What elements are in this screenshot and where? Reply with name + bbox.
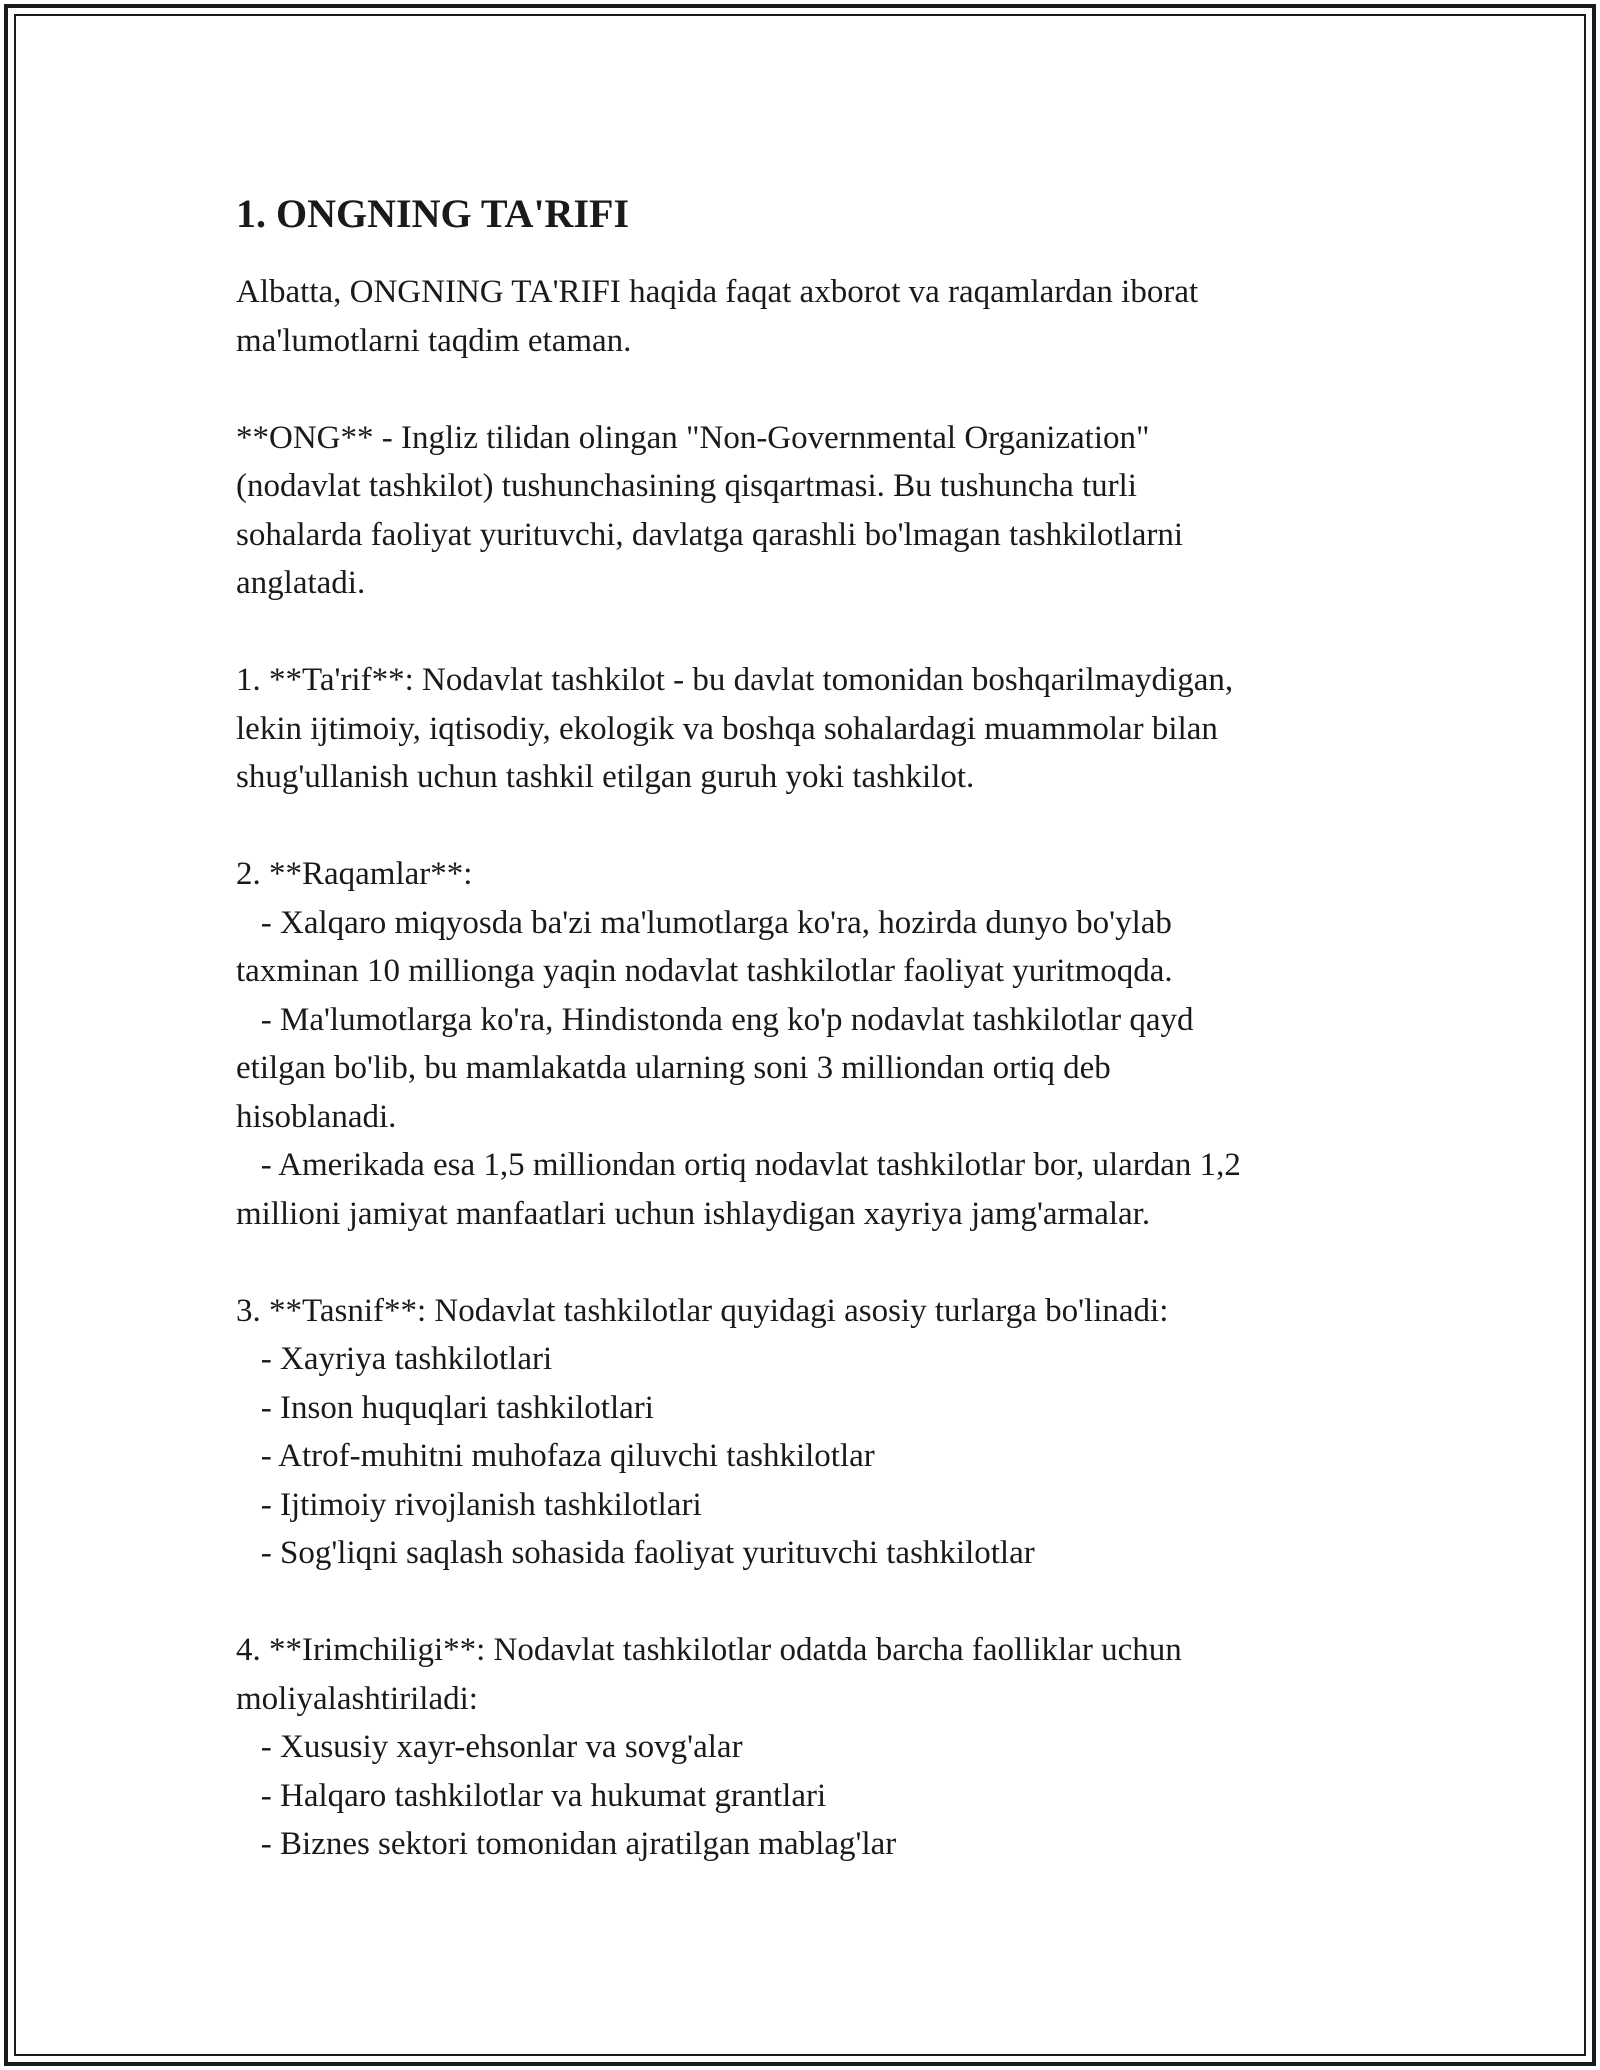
page-title: 1. ONGNING TA'RIFI [236, 191, 630, 236]
document-content [236, 190, 1366, 1869]
document-body: Albatta, ONGNING TA'RIFI haqida faqat axborot va raqamlardan iborat ma'lumotlarni taqdim etaman. **ONG** - Ingliz tilidan olingan "Non-Governmental Organization" (nodavlat tashkilot) tushunchasining qisqartmasi. Bu tushuncha turli sohalarda faoliyat yurituvchi, davlatga qarashli bo'lmagan tashkilotlarni anglatadi. 1. **Ta'rif**: Nodavlat tashkilot - bu davlat tomonidan boshqarilmaydigan, lekin ijtimoiy, iqtisodiy, ekologik va boshqa sohalardagi muammolar bilan shug'ullanish uchun tashkil etilgan guruh yoki tashkilot. 2. **Raqamlar**: - Xalqaro miqyosda ba'zi ma'lumotlarga ko'ra, hozirda dunyo bo'ylab taxminan 10 millionga yaqin nodavlat tashkilotlar faoliyat yuritmoqda. - Ma'lumotlarga ko'ra, Hindistonda eng ko'p nodavlat tashkilotlar qayd etilgan bo'lib, bu mamlakatda ularning soni 3 milliondan ortiq deb hisoblanadi. - Amerikada esa 1,5 milliondan ortiq nodavlat tashkilotlar bor, ulardan 1,2 millioni jamiyat manfaatlari uchun ishlaydigan xayriya jamg'armalar. 3. **Tasnif**: Nodavlat tashkilotlar quyidagi asosiy turlarga bo'linadi: - Xayriya tashkilotlari - Inson huquqlari tashkilotlari - Atrof-muhitni muhofaza qiluvchi tashkilotlar - Ijtimoiy rivojlanish tashkilotlari - Sog'liqni saqlash sohasida faoliyat yurituvchi tashkilotlar 4. **Irimchiligi**: Nodavlat tashkilotlar odatda barcha faolliklar uchun moliyalashtiriladi: - Xususiy xayr-ehsonlar va sovg'alar - Halqaro tashkilotlar va hukumat grantlari - Biznes sektori tomonidan ajratilgan mablag'lar [236, 274, 1241, 1862]
